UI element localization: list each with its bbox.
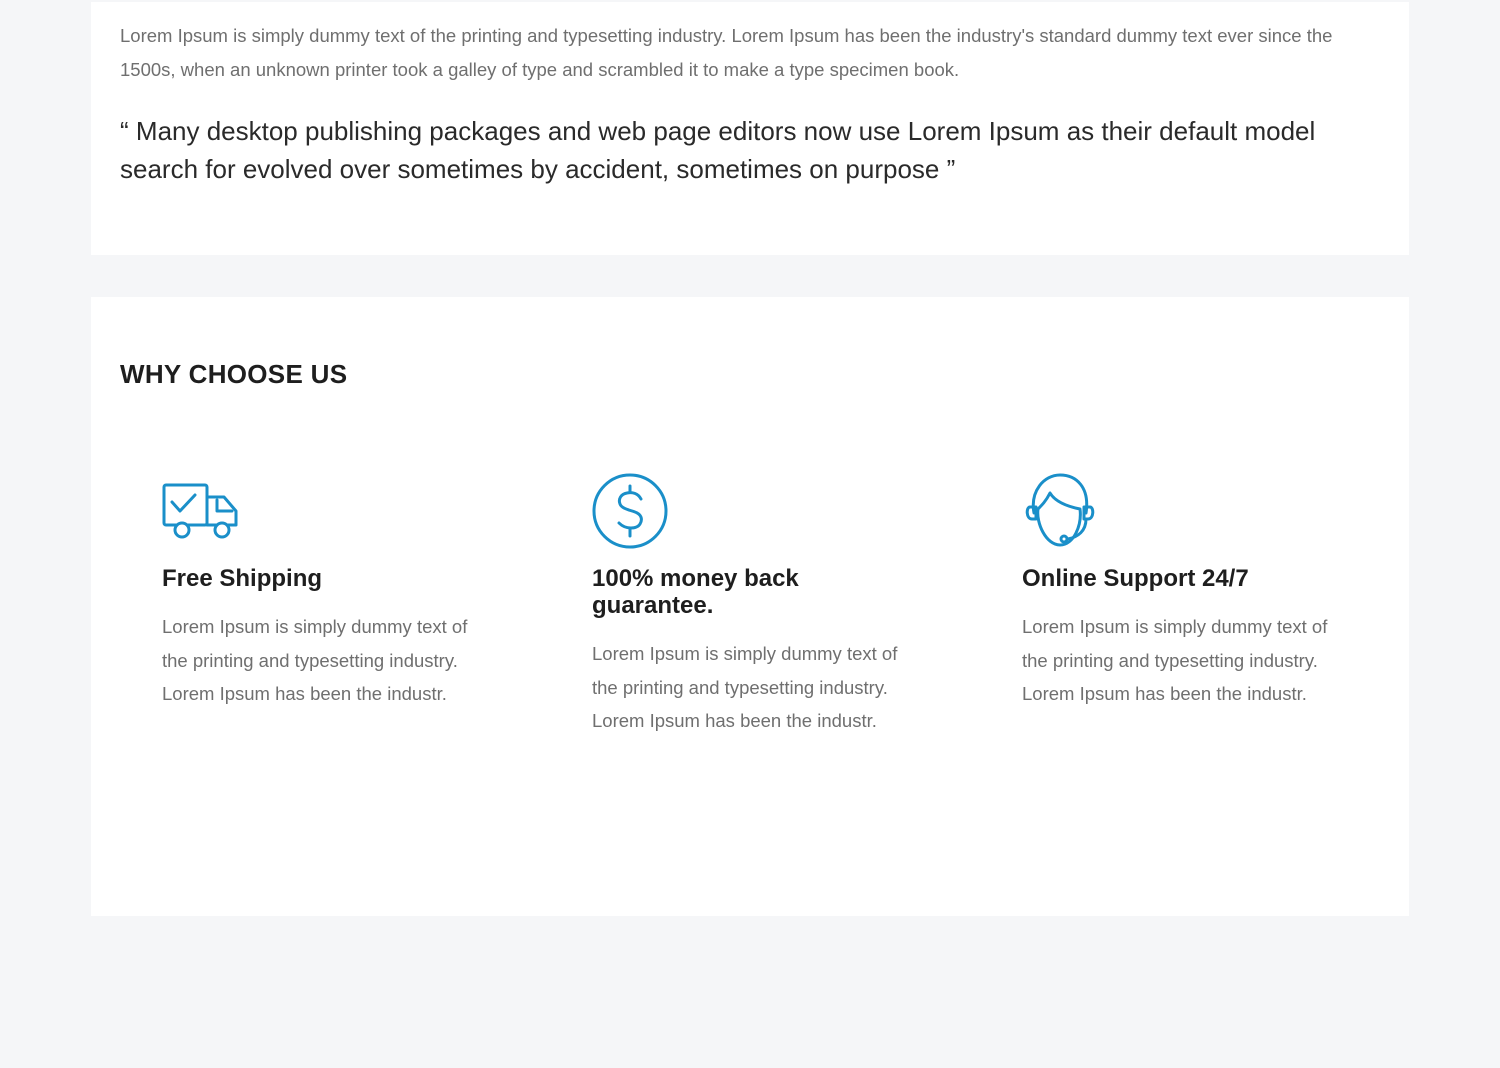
quote-close-mark: ” [946, 154, 956, 184]
truck-icon [162, 473, 492, 553]
feature-description: Lorem Ipsum is simply dummy text of the printing and typesetting industry. Lorem Ipsum has been the industr. [162, 616, 468, 704]
intro-paragraph: Lorem Ipsum is simply dummy text of the printing and typesetting industry. Lorem Ipsum has been the industry's standard dummy text ever since the 1500s, when an unknown printer took a galley of type and scrambled it to make a type specimen book. [120, 25, 1333, 80]
section-title: WHY CHOOSE US [120, 359, 348, 389]
feature-title: 100% money back guarantee. [592, 565, 799, 619]
feature-title: Online Support 24/7 [1022, 565, 1249, 592]
intro-card [91, 2, 1409, 255]
quote-text: Many desktop publishing packages and web page editors now use Lorem Ipsum as their default model search for evolved over sometimes by accident, sometimes on purpose [120, 116, 1316, 184]
feature-description: Lorem Ipsum is simply dummy text of the printing and typesetting industry. Lorem Ipsum has been the industr. [592, 643, 898, 731]
quote-open-mark: “ [120, 116, 129, 146]
feature-money-back [592, 473, 922, 738]
feature-title: Free Shipping [162, 565, 323, 592]
testimonial-quote [120, 112, 1390, 188]
feature-online-support [1022, 473, 1352, 711]
why-choose-us-section [91, 297, 1409, 916]
dollar-circle-icon [592, 473, 922, 553]
feature-free-shipping [162, 473, 492, 711]
headset-support-icon [1022, 473, 1352, 553]
feature-description: Lorem Ipsum is simply dummy text of the printing and typesetting industry. Lorem Ipsum has been the industr. [1022, 616, 1328, 704]
